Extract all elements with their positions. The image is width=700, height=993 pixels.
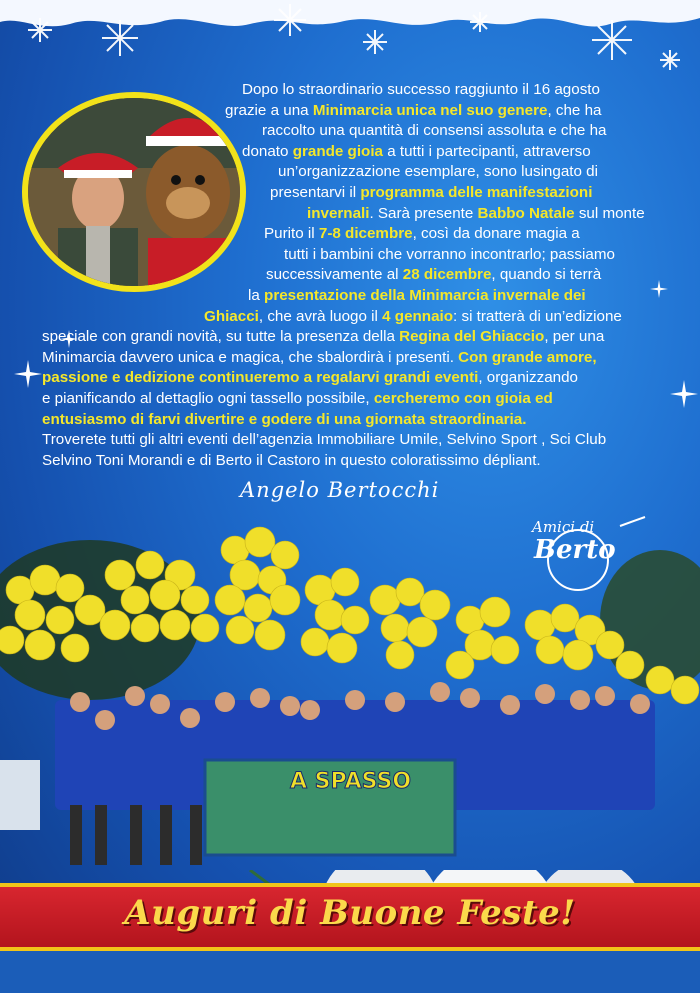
- intro-line: [42, 307, 662, 328]
- highlight-text: grande gioia: [292, 142, 383, 160]
- signature: Angelo Bertocchi: [240, 478, 440, 502]
- body-text: , così da donare magia a: [412, 225, 580, 243]
- bottom-strip: [0, 951, 700, 993]
- highlight-text: invernali: [307, 204, 370, 222]
- body-text: grazie a una: [225, 101, 313, 119]
- sparkle-icon: [14, 360, 42, 388]
- intro-line: [42, 265, 662, 286]
- highlight-text: passione e dedizione continueremo a regalarvi grandi eventi: [42, 369, 479, 387]
- body-text: . Sarà presente: [369, 204, 478, 222]
- body-text: Dopo lo straordinario successo raggiunto il 16 agosto: [242, 81, 600, 98]
- intro-line: [42, 101, 662, 122]
- body-text: speciale con grandi novità, su tutte la presenza della: [42, 328, 400, 346]
- body-text: un’organizzazione esemplare, sono lusingato di: [278, 163, 598, 181]
- body-text: , per una: [544, 328, 605, 346]
- greeting-text: Auguri di Buone Feste!: [124, 893, 576, 933]
- body-text: Purito il: [264, 225, 319, 243]
- intro-line: [42, 162, 662, 183]
- body-text: Selvino Toni Morandi e di Berto il Castoro in questo coloratissimo dépliant.: [42, 451, 541, 469]
- intro-line: [42, 410, 662, 431]
- intro-line: [42, 451, 662, 472]
- body-text: , organizzando: [478, 369, 578, 387]
- body-text: successivamente al: [266, 266, 403, 284]
- intro-text: [42, 80, 662, 471]
- highlight-text: presentazione della Minimarcia invernale dei: [264, 286, 586, 304]
- highlight-text: entusiasmo di farvi divertire e godere di una giornata straordinaria.: [42, 410, 527, 428]
- intro-line: [42, 80, 662, 101]
- intro-line: [42, 142, 662, 163]
- highlight-text: 7-8 dicembre: [318, 225, 413, 243]
- highlight-text: cercheremo con gioia ed: [373, 389, 553, 407]
- highlight-text: programma delle manifestazioni: [360, 183, 593, 201]
- intro-line: [42, 204, 662, 225]
- highlight-text: 28 dicembre: [402, 266, 492, 284]
- intro-line: [42, 286, 662, 307]
- intro-line: [42, 368, 662, 389]
- highlight-text: Regina del Ghiaccio: [399, 328, 545, 346]
- highlight-text: Babbo Natale: [477, 204, 575, 222]
- intro-line: [42, 430, 662, 451]
- intro-line: [42, 327, 662, 348]
- intro-line: [42, 389, 662, 410]
- intro-line: [42, 224, 662, 245]
- photo-banner-text: A SPASSO: [290, 769, 412, 794]
- body-text: : si tratterà di un’edizione: [453, 307, 622, 325]
- highlight-text: Ghiacci: [204, 307, 259, 325]
- body-text: a tutti i partecipanti, attraverso: [382, 142, 591, 160]
- body-text: , che avrà luogo il: [258, 307, 383, 325]
- body-text: Troverete tutti gli altri eventi dell’agenzia Immobiliare Umile, Selvino Sport , Sci Club: [42, 431, 607, 449]
- body-text: e pianificando al dettaglio ogni tassello possibile,: [42, 389, 374, 407]
- intro-line: [42, 348, 662, 369]
- snow-border-top: [0, 0, 700, 90]
- intro-line: [42, 183, 662, 204]
- body-text: sul monte: [574, 204, 645, 222]
- sparkle-icon: [670, 380, 698, 408]
- intro-line: [42, 121, 662, 142]
- body-text: donato: [242, 142, 293, 160]
- amici-di-berto-logo: [520, 512, 650, 597]
- body-text: presentarvi il: [270, 183, 361, 201]
- body-text: raccolto una quantità di consensi assoluta e che ha: [262, 122, 607, 140]
- highlight-text: 4 gennaio: [382, 307, 454, 325]
- highlight-text: Con grande amore,: [458, 348, 597, 366]
- svg-text:Berto: Berto: [534, 535, 616, 565]
- body-text: , che ha: [547, 101, 602, 119]
- body-text: Minimarcia davvero unica e magica, che sbalordirà i presenti.: [42, 348, 459, 366]
- intro-line: [42, 245, 662, 266]
- highlight-text: Minimarcia unica nel suo genere: [312, 101, 548, 119]
- body-text: , quando si terrà: [491, 266, 602, 284]
- body-text: la: [248, 286, 265, 304]
- body-text: tutti i bambini che vorranno incontrarlo; passiamo: [284, 245, 615, 263]
- svg-text:Amici di: Amici di: [532, 518, 595, 536]
